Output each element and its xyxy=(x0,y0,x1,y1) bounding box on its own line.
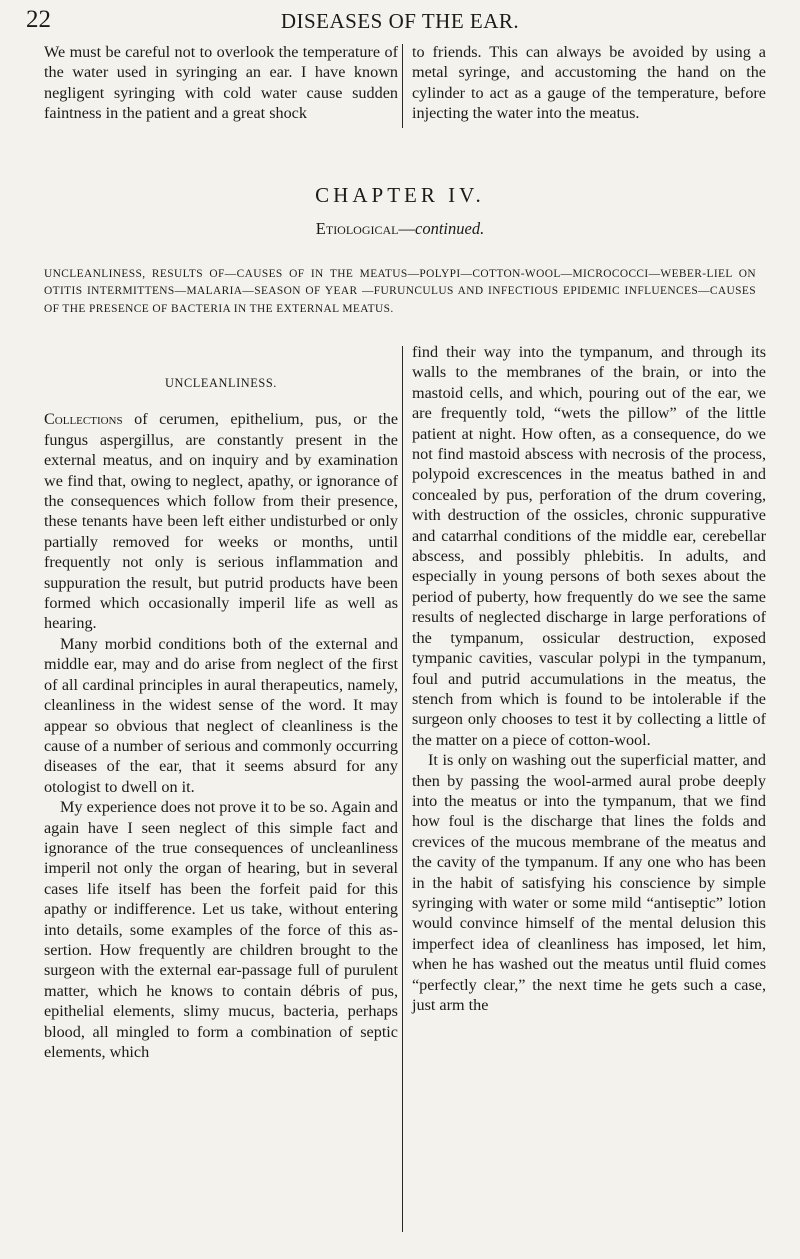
column-divider-top xyxy=(402,44,403,128)
chapter-title: CHAPTER IV. xyxy=(315,183,485,207)
paragraph-washing-out: It is only on washing out the superficial matter, and then by passing the wool-armed aural probe deeply into the meatus or into the tympanum, that we find how foul is the discharge that lines the folds and crevices of the mucous membrane of the meatus and the cavity of the tympanum. If any one who has been in the habit of satisfying his conscience by simple syringing with water or some mild “antiseptic” lotion would convince himself of the mental delusion this imperfect idea of cleanliness has imposed, let him, when he has washed out the meatus until fluid comes “perfectly clear,” the next time he gets such a case, just arm the xyxy=(412,751,766,1014)
top-left-paragraph: We must be careful not to overlook the temperature of the water used in syringing an ear. I have known negligent syringing with cold water cause sudden faintness in the patient and a great shock xyxy=(44,43,398,123)
page-number: 22 xyxy=(26,6,51,33)
chapter-subtitle-continued: continued. xyxy=(415,219,485,238)
paragraph-collections-text: of cerumen, epithelium, pus, or the fungus aspergillus, are constantly present in the external meatus, and on inquiry and by examination we find that, owing to neglect, apathy, or ignorance of the consequences which follow from their presence, these tenants have been left either undisturbed or only partially removed for weeks or months, until frequently not only is serious inflammation and suppuration the result, but putrid products have been formed which occasionally imperil life as well as hearing. xyxy=(44,410,398,633)
section-heading: UNCLEANLINESS. xyxy=(165,376,277,390)
top-left-column xyxy=(44,42,398,124)
running-head: DISEASES OF THE EAR. xyxy=(280,9,520,33)
bottom-left-column xyxy=(44,373,398,1062)
chapter-subtitle xyxy=(0,219,800,239)
paragraph-collections xyxy=(44,409,398,633)
bottom-right-column xyxy=(412,342,766,1015)
top-right-column xyxy=(412,42,766,124)
paragraph-experience: My experience does not prove it to be so. Again and again have I seen neglect of this simple fact and ignorance of the true consequences of uncleanliness imperil not only the organ of hearing, but in several cases life itself has been the forfeit paid for this apathy or indifference. Let us take, without entering into details, some examples of the force of this assertion. How frequently are children brought to the surgeon with the external ear-passage full of purulent matter, which he knows to contain débris of pus, epithelial elements, slimy mucus, bacteria, perhaps blood, all mingled to form a combination of septic elements, which xyxy=(44,798,398,1061)
paragraph-morbid-conditions: Many morbid conditions both of the external and middle ear, may and do arise from neglect of the first of all cardinal principles in aural therapeutics, namely, cleanliness in the widest sense of the word. It may appear so obvious that neglect of cleanliness is the cause of a number of serious and commonly occurring diseases of the ear, that it seems absurd for any otologist to dwell on it. xyxy=(44,634,398,796)
page-header xyxy=(26,6,774,36)
paragraph-tympanum: find their way into the tympanum, and through its walls to the membranes of the brain, or into the mastoid cells, and which, pouring out of the ear, we are frequently told, “wets the pillow” of the little patient at night. How often, as a consequence, do we not find mastoid abscess with necrosis of the process, polypoid excrescences in the meatus bathed in and concealed by pus, perforation of the drum covering, with destruction of the ossicles, chronic suppurative and catarrhal conditions of the middle ear, cerebellar abscess, and possibly phlebitis. In adults, and especially in young persons of both sexes about the period of puberty, how frequently do we see the same results of neglected discharge in large perforations of the tympanum, ossicular destruction, exposed tympanic cavities, vascular polypi in the tympanum, foul and putrid accumulations in the meatus, the stench from which is found to be intolerable if the surgeon only chooses to test it by collecting a little of the matter on a piece of cotton-wool. xyxy=(412,343,766,749)
paragraph-lead-word: Collections xyxy=(44,410,123,429)
top-right-paragraph: to friends. This can always be avoided by using a metal syringe, and accustoming the hand on the cylinder to act as a gauge of the temperature, before injecting the water into the meatus. xyxy=(412,43,766,123)
chapter-subtitle-main: Etiological— xyxy=(315,219,416,238)
chapter-summary: UNCLEANLINESS, RESULTS OF—CAUSES OF IN THE MEATUS—POLYPI—COTTON-WOOL—MICROCOCCI—WEBER-LIEL ON OTITIS INTERMITTENS—MALARIA—SEASON OF YEAR —FURUNCULUS AND INFECTIOUS EPIDEMIC INFLUENCES—CAUSES OF THE PRESENCE OF BACTERIA IN THE EXTERNAL MEATUS. xyxy=(44,268,756,315)
column-divider-bottom xyxy=(402,346,403,1232)
